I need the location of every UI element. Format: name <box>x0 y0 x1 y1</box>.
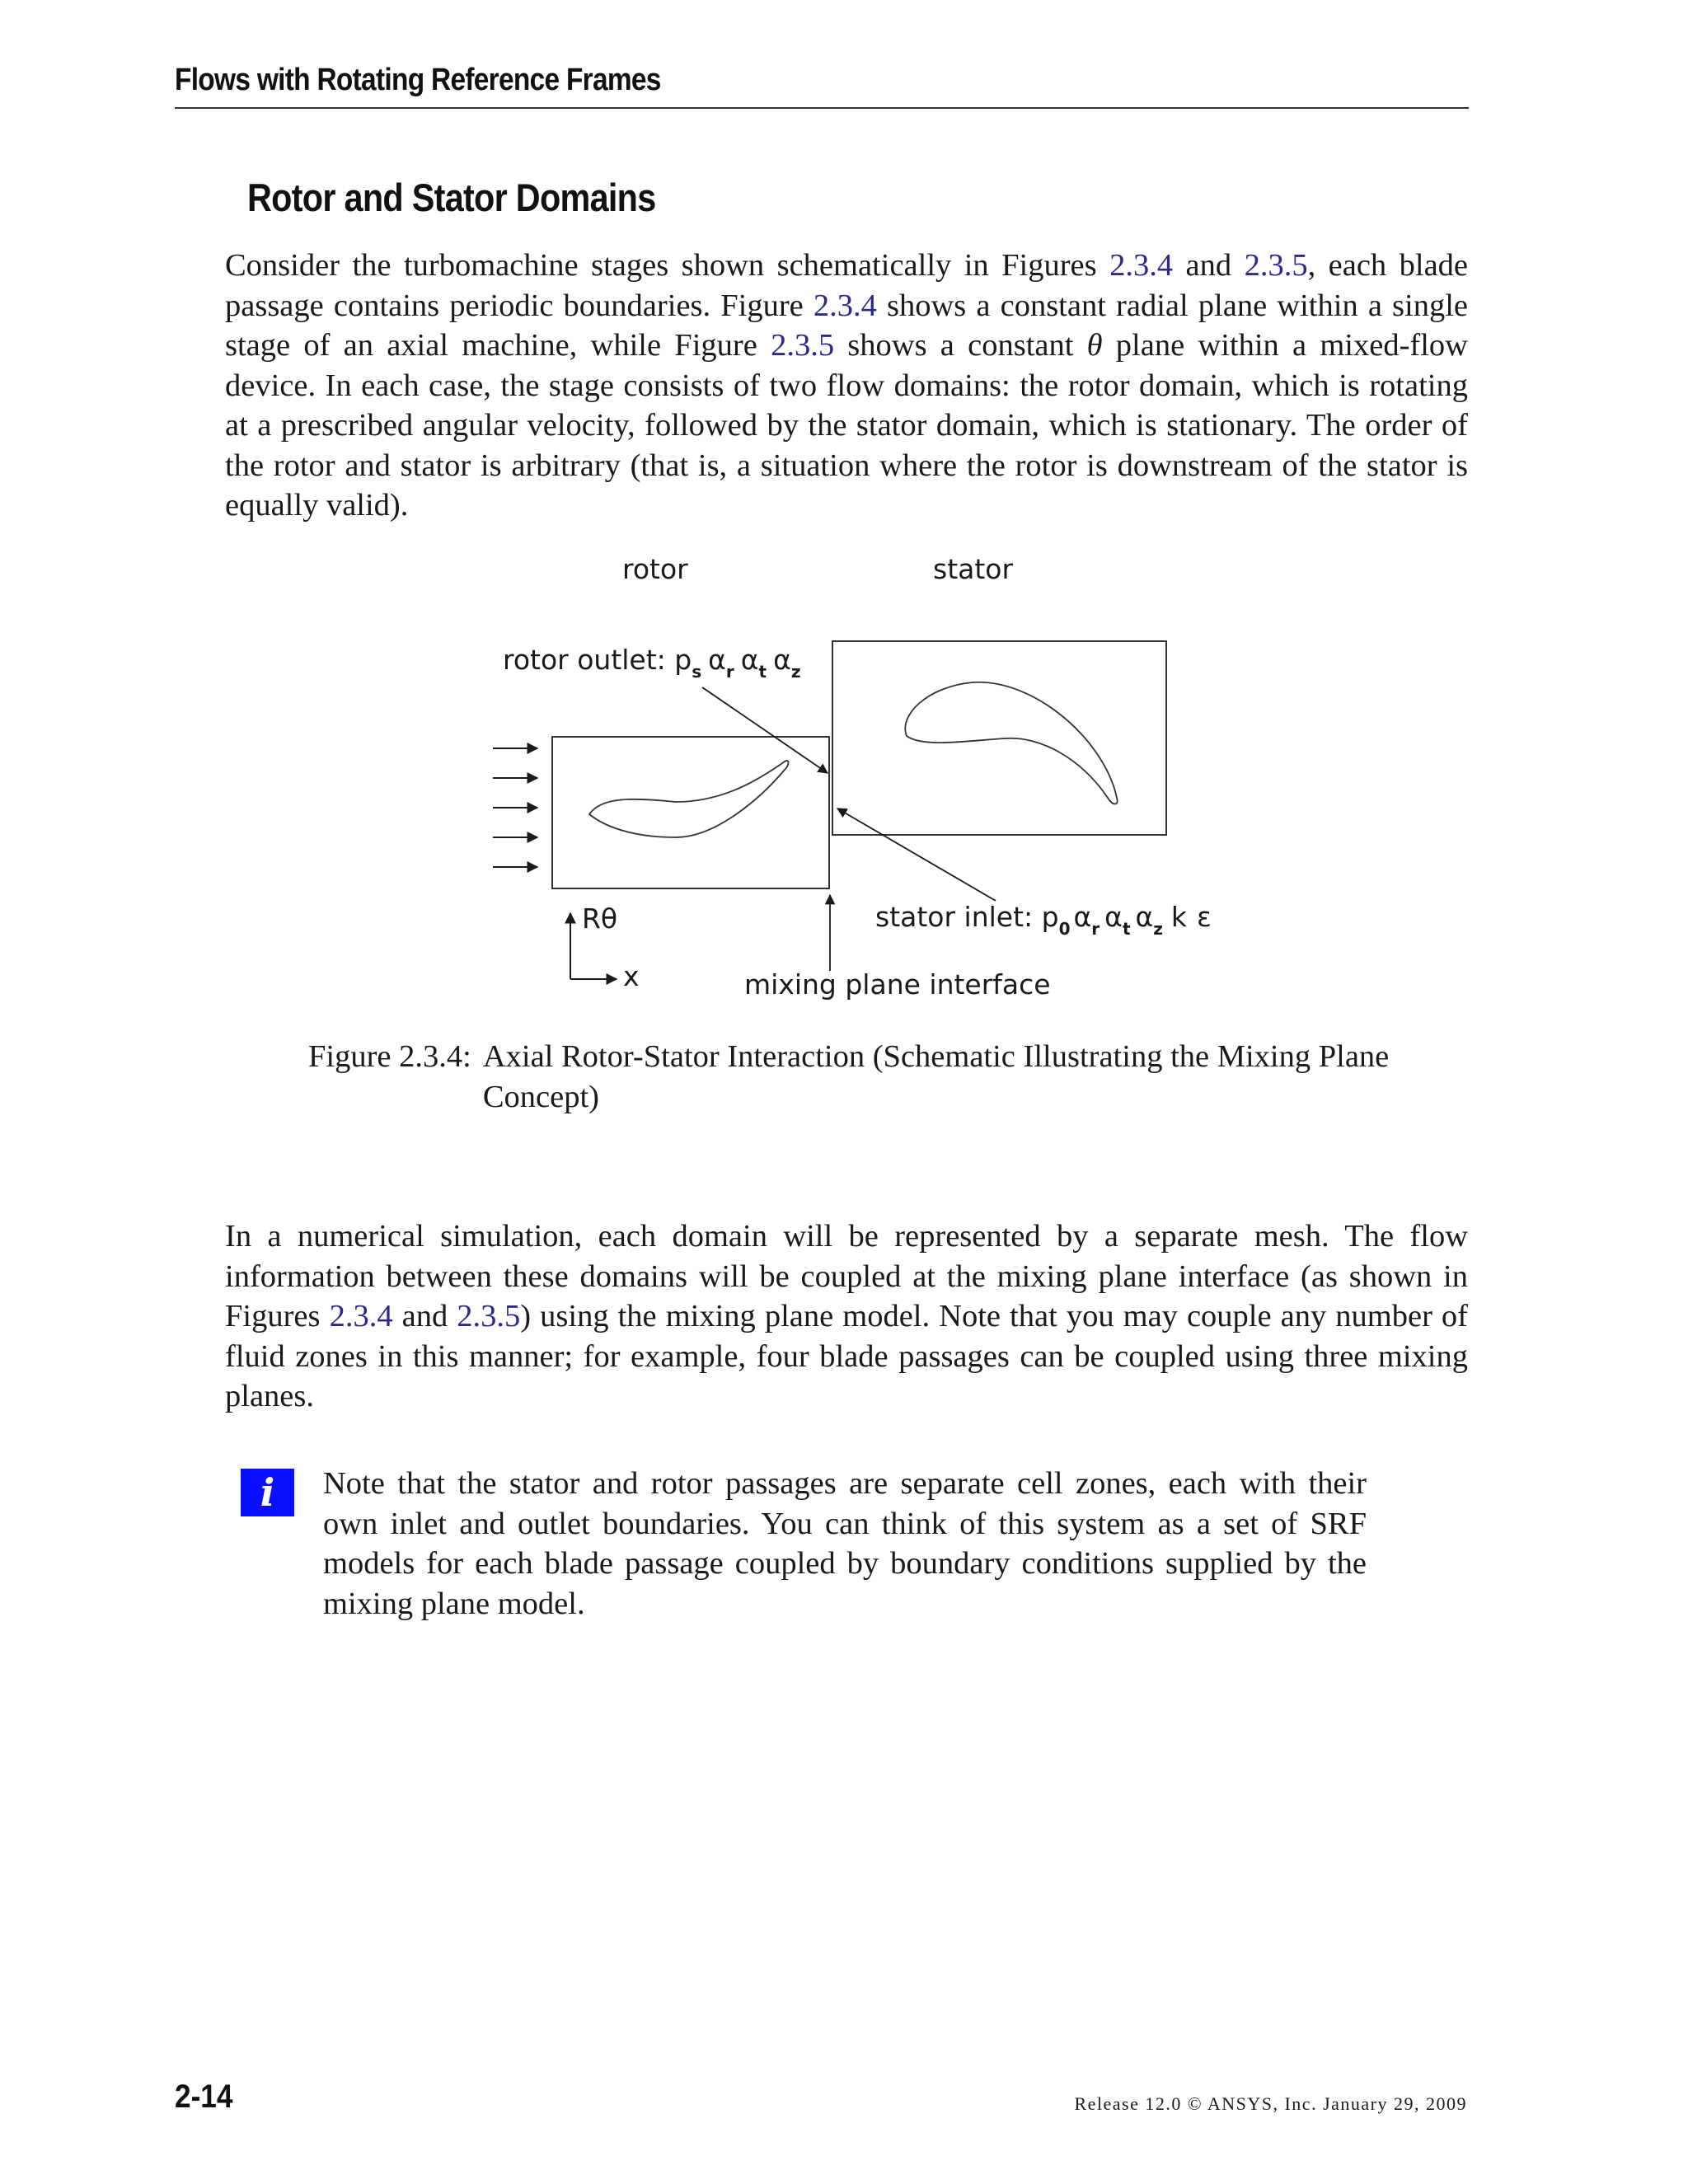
rotor-outlet-alpha-z: α <box>773 644 791 676</box>
stator-inlet-alpha-r: α <box>1073 901 1092 933</box>
para1-text-2: and <box>1173 248 1245 283</box>
copyright-symbol: © <box>1187 2093 1203 2114</box>
theta-symbol: θ <box>1086 328 1103 363</box>
rotor-outlet-pointer-arrow <box>702 687 828 773</box>
rotor-outlet-alpha-r-sub: r <box>725 662 734 682</box>
caption-text: Axial Rotor-Stator Interaction (Schematic Illustrating the Mixing Plane Concept) <box>482 1039 1390 1114</box>
mixing-plane-label: mixing plane interface <box>744 968 1051 1001</box>
stator-blade-shape <box>905 682 1117 804</box>
stator-inlet-alpha-r-sub: r <box>1091 919 1100 939</box>
para1-text-4: shows a constant radial plane within a single stage of an axial machine, while Figure <box>225 288 1468 363</box>
x-axis-label: x <box>623 960 640 992</box>
info-icon: i <box>241 1469 294 1516</box>
rotor-domain-box <box>552 737 829 888</box>
rotor-outlet-alpha-z-sub: z <box>790 662 801 682</box>
rotor-label: rotor <box>622 553 688 585</box>
section-title: Rotor and Stator Domains <box>247 176 656 219</box>
stator-inlet-prefix: stator inlet: <box>875 901 1042 933</box>
stator-inlet-p-sub: 0 <box>1058 919 1071 939</box>
figure-ref-link[interactable]: 2.3.5 <box>457 1299 521 1333</box>
rotor-outlet-label <box>503 644 801 682</box>
r-theta-axis-label: Rθ <box>582 902 618 935</box>
para1-text-5: shows a constant <box>834 328 1087 363</box>
para1-text-6: plane within a mixed-flow device. In each case, the stage consists of two flow domains: the rotor domain, which is rotating at a prescribed angular velocity, followed by the stator domain, which is stationary. The order of the rotor and stator is arbitrary (that is, a situation where the rotor is downstream of the stator is equally valid). <box>225 328 1468 523</box>
stator-inlet-alpha-t: α <box>1104 901 1123 933</box>
release-prefix: Release 12.0 <box>1074 2093 1188 2114</box>
figure-ref-link[interactable]: 2.3.4 <box>329 1299 393 1333</box>
figure-ref-link[interactable]: 2.3.5 <box>1244 248 1308 283</box>
para2-text-2: and <box>392 1299 457 1333</box>
stator-domain-box <box>832 641 1166 835</box>
rotor-outlet-prefix: rotor outlet: <box>503 644 675 676</box>
stator-inlet-alpha-z-sub: z <box>1153 919 1163 939</box>
page-number: 2-14 <box>175 2079 233 2115</box>
figure-ref-link[interactable]: 2.3.5 <box>771 328 835 363</box>
rotor-outlet-p-sub: s <box>692 662 702 682</box>
figure-ref-link[interactable]: 2.3.4 <box>813 288 877 323</box>
stator-inlet-alpha-z: α <box>1135 901 1154 933</box>
release-footer <box>1074 2093 1467 2115</box>
rotor-stator-figure <box>478 551 1236 1012</box>
para2-text-1: In a numerical simulation, each domain will be represented by a separate mesh. The flow information between these domains will be coupled at the mixing plane interface (as shown in Figures <box>225 1219 1468 1333</box>
para1-text-3: , each blade passage contains periodic boundaries. Figure <box>225 248 1468 323</box>
rotor-outlet-alpha-t-sub: t <box>758 662 767 682</box>
running-header: Flows with Rotating Reference Frames <box>175 63 661 97</box>
stator-inlet-alpha-t-sub: t <box>1122 919 1131 939</box>
stator-inlet-pointer-arrow <box>837 808 996 901</box>
stator-inlet-k: k <box>1170 901 1188 933</box>
figure-caption <box>308 1037 1404 1117</box>
rotor-stator-diagram <box>478 551 1236 1012</box>
rotor-blade-shape <box>589 761 789 837</box>
paragraph-intro <box>225 246 1468 526</box>
rotor-outlet-alpha-t: α <box>740 644 759 676</box>
para2-text-3: ) using the mixing plane model. Note that you may couple any number of fluid zones in this manner; for example, four blade passages can be coupled using three mixing planes. <box>225 1299 1469 1413</box>
stator-label: stator <box>933 553 1014 585</box>
rotor-outlet-p: p <box>674 644 692 676</box>
rotor-outlet-alpha-r: α <box>708 644 726 676</box>
figure-ref-link[interactable]: 2.3.4 <box>1109 248 1174 283</box>
stator-inlet-epsilon: ε <box>1197 901 1212 933</box>
paragraph-simulation <box>225 1216 1468 1417</box>
header-rule <box>175 107 1469 109</box>
para1-text-1: Consider the turbomachine stages shown schematically in Figures <box>225 248 1110 283</box>
release-suffix: ANSYS, Inc. January 29, 2009 <box>1203 2093 1467 2114</box>
caption-number: Figure 2.3.4: <box>308 1039 471 1074</box>
info-note: Note that the stator and rotor passages are separate cell zones, each with their own inlet and outlet boundaries. You can think of this system as a set of SRF models for each blade passage coupled by boundary conditions supplied by the mixing plane model. <box>323 1466 1367 1621</box>
stator-inlet-label <box>875 901 1212 939</box>
stator-inlet-p: p <box>1041 901 1059 933</box>
